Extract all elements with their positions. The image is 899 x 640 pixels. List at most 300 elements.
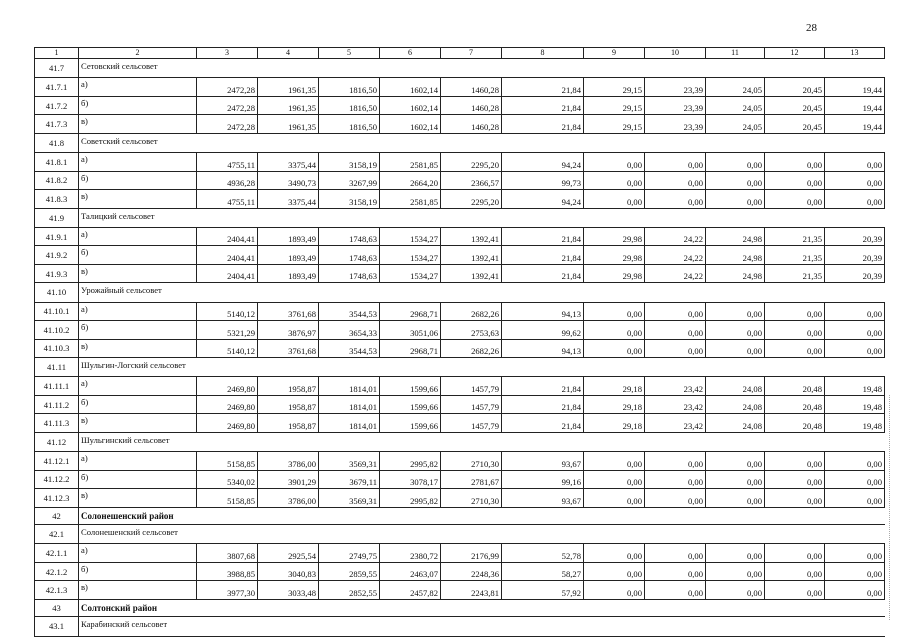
value-cell: 23,42 <box>645 414 706 432</box>
value-cell: 2295,20 <box>441 153 502 171</box>
table-row <box>35 470 885 488</box>
value-cell: 1814,01 <box>319 414 380 432</box>
value-cell: 5158,85 <box>197 489 258 507</box>
value-cell: 2463,07 <box>380 562 441 580</box>
value-cell: 0,00 <box>706 190 765 208</box>
value-cell: 0,00 <box>765 321 825 339</box>
value-cell: 20,39 <box>825 227 885 245</box>
settlement-name: Талицкий сельсовет <box>79 208 885 227</box>
column-header: 5 <box>319 48 380 59</box>
value-cell: 99,73 <box>502 171 584 189</box>
column-header: 11 <box>706 48 765 59</box>
row-code: 42 <box>35 507 79 524</box>
value-cell: 2968,71 <box>380 339 441 357</box>
value-cell: 3876,97 <box>258 321 319 339</box>
row-code: 42.1 <box>35 524 79 543</box>
value-cell: 1816,50 <box>319 115 380 133</box>
value-cell: 1958,87 <box>258 395 319 413</box>
value-cell: 0,00 <box>706 302 765 320</box>
row-code: 41.7.1 <box>35 78 79 96</box>
row-code: 41.8.2 <box>35 171 79 189</box>
value-cell: 19,48 <box>825 395 885 413</box>
value-cell: 94,24 <box>502 153 584 171</box>
scan-edge-line <box>889 395 890 620</box>
settlement-row <box>35 358 885 377</box>
value-cell: 5321,29 <box>197 321 258 339</box>
value-cell: 2404,41 <box>197 264 258 282</box>
table-row <box>35 339 885 357</box>
value-cell: 23,42 <box>645 395 706 413</box>
value-cell: 29,18 <box>584 395 645 413</box>
value-cell: 0,00 <box>645 321 706 339</box>
row-code: 41.8 <box>35 133 79 152</box>
variant-label: а) <box>79 302 197 320</box>
row-code: 42.1.3 <box>35 581 79 599</box>
value-cell: 21,84 <box>502 395 584 413</box>
value-cell: 1958,87 <box>258 377 319 395</box>
value-cell: 20,45 <box>765 115 825 133</box>
row-code: 41.12 <box>35 432 79 451</box>
value-cell: 3158,19 <box>319 190 380 208</box>
value-cell: 19,48 <box>825 377 885 395</box>
variant-label: а) <box>79 377 197 395</box>
value-cell: 0,00 <box>825 321 885 339</box>
district-row <box>35 599 885 616</box>
column-header: 10 <box>645 48 706 59</box>
value-cell: 3158,19 <box>319 153 380 171</box>
value-cell: 3807,68 <box>197 544 258 562</box>
variant-label: в) <box>79 489 197 507</box>
value-cell: 19,44 <box>825 78 885 96</box>
value-cell: 0,00 <box>706 544 765 562</box>
value-cell: 3654,33 <box>319 321 380 339</box>
row-code: 41.8.3 <box>35 190 79 208</box>
value-cell: 2581,85 <box>380 190 441 208</box>
value-cell: 21,84 <box>502 115 584 133</box>
value-cell: 24,08 <box>706 395 765 413</box>
value-cell: 4936,28 <box>197 171 258 189</box>
value-cell: 24,22 <box>645 264 706 282</box>
value-cell: 1893,49 <box>258 264 319 282</box>
table-row <box>35 302 885 320</box>
value-cell: 0,00 <box>645 171 706 189</box>
value-cell: 2469,80 <box>197 395 258 413</box>
column-header: 13 <box>825 48 885 59</box>
variant-label: б) <box>79 246 197 264</box>
district-row <box>35 507 885 524</box>
value-cell: 21,35 <box>765 246 825 264</box>
settlement-name: Советский сельсовет <box>79 133 885 152</box>
value-cell: 0,00 <box>645 489 706 507</box>
value-cell: 29,15 <box>584 115 645 133</box>
column-header: 12 <box>765 48 825 59</box>
value-cell: 0,00 <box>645 339 706 357</box>
row-code: 41.12.2 <box>35 470 79 488</box>
value-cell: 20,48 <box>765 377 825 395</box>
value-cell: 94,13 <box>502 302 584 320</box>
variant-label: в) <box>79 581 197 599</box>
settlement-row <box>35 283 885 302</box>
value-cell: 2859,55 <box>319 562 380 580</box>
row-code: 41.11 <box>35 358 79 377</box>
value-cell: 2404,41 <box>197 246 258 264</box>
value-cell: 24,05 <box>706 96 765 114</box>
table-row <box>35 227 885 245</box>
value-cell: 3901,29 <box>258 470 319 488</box>
settlement-name: Урожайный сельсовет <box>79 283 885 302</box>
value-cell: 5140,12 <box>197 339 258 357</box>
value-cell: 57,92 <box>502 581 584 599</box>
value-cell: 1748,63 <box>319 246 380 264</box>
value-cell: 21,84 <box>502 264 584 282</box>
value-cell: 2366,57 <box>441 171 502 189</box>
value-cell: 29,18 <box>584 377 645 395</box>
value-cell: 29,15 <box>584 78 645 96</box>
variant-label: в) <box>79 115 197 133</box>
value-cell: 0,00 <box>825 171 885 189</box>
variant-label: в) <box>79 264 197 282</box>
settlement-name: Шульгинский сельсовет <box>79 432 885 451</box>
value-cell: 1961,35 <box>258 78 319 96</box>
value-cell: 24,05 <box>706 115 765 133</box>
value-cell: 1958,87 <box>258 414 319 432</box>
value-cell: 2404,41 <box>197 227 258 245</box>
value-cell: 4755,11 <box>197 190 258 208</box>
value-cell: 3040,83 <box>258 562 319 580</box>
value-cell: 1816,50 <box>319 96 380 114</box>
value-cell: 20,45 <box>765 78 825 96</box>
row-code: 41.11.1 <box>35 377 79 395</box>
value-cell: 0,00 <box>706 339 765 357</box>
value-cell: 99,16 <box>502 470 584 488</box>
value-cell: 0,00 <box>645 302 706 320</box>
value-cell: 3977,30 <box>197 581 258 599</box>
value-cell: 21,84 <box>502 414 584 432</box>
row-code: 41.9 <box>35 208 79 227</box>
row-code: 41.10.1 <box>35 302 79 320</box>
value-cell: 0,00 <box>825 339 885 357</box>
value-cell: 0,00 <box>765 489 825 507</box>
settlement-row <box>35 617 885 636</box>
value-cell: 94,13 <box>502 339 584 357</box>
value-cell: 0,00 <box>645 544 706 562</box>
value-cell: 2457,82 <box>380 581 441 599</box>
value-cell: 21,84 <box>502 246 584 264</box>
value-cell: 2664,20 <box>380 171 441 189</box>
value-cell: 2682,26 <box>441 339 502 357</box>
value-cell: 21,84 <box>502 377 584 395</box>
value-cell: 1893,49 <box>258 246 319 264</box>
district-name: Солтонский район <box>79 599 885 616</box>
value-cell: 2968,71 <box>380 302 441 320</box>
value-cell: 2380,72 <box>380 544 441 562</box>
value-cell: 29,15 <box>584 96 645 114</box>
value-cell: 0,00 <box>645 470 706 488</box>
value-cell: 24,98 <box>706 227 765 245</box>
value-cell: 93,67 <box>502 489 584 507</box>
value-cell: 0,00 <box>645 562 706 580</box>
page-number: 28 <box>806 22 817 34</box>
table-row <box>35 414 885 432</box>
value-cell: 1457,79 <box>441 377 502 395</box>
variant-label: б) <box>79 395 197 413</box>
value-cell: 1392,41 <box>441 246 502 264</box>
value-cell: 0,00 <box>645 452 706 470</box>
value-cell: 3988,85 <box>197 562 258 580</box>
value-cell: 21,84 <box>502 78 584 96</box>
row-code: 41.10.3 <box>35 339 79 357</box>
table-body <box>35 48 885 637</box>
value-cell: 2243,81 <box>441 581 502 599</box>
value-cell: 0,00 <box>584 581 645 599</box>
value-cell: 2749,75 <box>319 544 380 562</box>
row-code: 42.1.2 <box>35 562 79 580</box>
value-cell: 19,48 <box>825 414 885 432</box>
value-cell: 52,78 <box>502 544 584 562</box>
value-cell: 0,00 <box>825 581 885 599</box>
value-cell: 0,00 <box>825 452 885 470</box>
value-cell: 0,00 <box>645 581 706 599</box>
value-cell: 0,00 <box>706 321 765 339</box>
value-cell: 2581,85 <box>380 153 441 171</box>
value-cell: 3490,73 <box>258 171 319 189</box>
row-code: 41.7.3 <box>35 115 79 133</box>
value-cell: 99,62 <box>502 321 584 339</box>
value-cell: 0,00 <box>765 562 825 580</box>
settlement-row <box>35 133 885 152</box>
value-cell: 23,42 <box>645 377 706 395</box>
column-number-row <box>35 48 885 59</box>
table-row <box>35 544 885 562</box>
value-cell: 0,00 <box>645 190 706 208</box>
value-cell: 0,00 <box>825 489 885 507</box>
value-cell: 20,39 <box>825 246 885 264</box>
row-code: 41.12.3 <box>35 489 79 507</box>
value-cell: 19,44 <box>825 115 885 133</box>
value-cell: 0,00 <box>584 339 645 357</box>
value-cell: 0,00 <box>825 190 885 208</box>
value-cell: 24,08 <box>706 377 765 395</box>
value-cell: 0,00 <box>765 452 825 470</box>
value-cell: 21,84 <box>502 96 584 114</box>
variant-label: в) <box>79 339 197 357</box>
table-row <box>35 562 885 580</box>
value-cell: 1460,28 <box>441 78 502 96</box>
value-cell: 20,39 <box>825 264 885 282</box>
value-cell: 1602,14 <box>380 78 441 96</box>
value-cell: 2710,30 <box>441 489 502 507</box>
value-cell: 29,98 <box>584 246 645 264</box>
value-cell: 2469,80 <box>197 377 258 395</box>
value-cell: 1961,35 <box>258 96 319 114</box>
value-cell: 4755,11 <box>197 153 258 171</box>
value-cell: 1814,01 <box>319 377 380 395</box>
settlement-row <box>35 59 885 78</box>
value-cell: 5140,12 <box>197 302 258 320</box>
settlement-name: Шульгин-Логский сельсовет <box>79 358 885 377</box>
value-cell: 2176,99 <box>441 544 502 562</box>
table-row <box>35 246 885 264</box>
value-cell: 0,00 <box>765 302 825 320</box>
tariff-table <box>34 47 885 637</box>
value-cell: 0,00 <box>825 562 885 580</box>
table-row <box>35 153 885 171</box>
row-code: 41.10 <box>35 283 79 302</box>
value-cell: 1392,41 <box>441 227 502 245</box>
value-cell: 23,39 <box>645 78 706 96</box>
row-code: 43 <box>35 599 79 616</box>
row-code: 41.8.1 <box>35 153 79 171</box>
row-code: 41.11.2 <box>35 395 79 413</box>
value-cell: 2472,28 <box>197 96 258 114</box>
value-cell: 0,00 <box>584 544 645 562</box>
variant-label: а) <box>79 78 197 96</box>
settlement-name: Сетовский сельсовет <box>79 59 885 78</box>
table-row <box>35 581 885 599</box>
row-code: 41.11.3 <box>35 414 79 432</box>
table-row <box>35 171 885 189</box>
value-cell: 29,98 <box>584 227 645 245</box>
column-header: 7 <box>441 48 502 59</box>
value-cell: 21,35 <box>765 227 825 245</box>
value-cell: 0,00 <box>584 562 645 580</box>
value-cell: 24,05 <box>706 78 765 96</box>
value-cell: 93,67 <box>502 452 584 470</box>
value-cell: 1457,79 <box>441 395 502 413</box>
column-header: 1 <box>35 48 79 59</box>
table-row <box>35 452 885 470</box>
variant-label: б) <box>79 562 197 580</box>
value-cell: 1599,66 <box>380 414 441 432</box>
value-cell: 0,00 <box>825 302 885 320</box>
value-cell: 0,00 <box>706 153 765 171</box>
value-cell: 1534,27 <box>380 227 441 245</box>
value-cell: 29,18 <box>584 414 645 432</box>
table-row <box>35 96 885 114</box>
variant-label: а) <box>79 452 197 470</box>
value-cell: 0,00 <box>706 171 765 189</box>
settlement-name: Карабинский сельсовет <box>79 617 885 636</box>
value-cell: 1534,27 <box>380 246 441 264</box>
row-code: 41.9.2 <box>35 246 79 264</box>
value-cell: 24,08 <box>706 414 765 432</box>
column-header: 3 <box>197 48 258 59</box>
table-row <box>35 377 885 395</box>
column-header: 4 <box>258 48 319 59</box>
value-cell: 2472,28 <box>197 115 258 133</box>
row-code: 41.9.1 <box>35 227 79 245</box>
value-cell: 0,00 <box>706 562 765 580</box>
value-cell: 0,00 <box>765 544 825 562</box>
value-cell: 23,39 <box>645 96 706 114</box>
value-cell: 5158,85 <box>197 452 258 470</box>
value-cell: 3544,53 <box>319 302 380 320</box>
value-cell: 0,00 <box>706 452 765 470</box>
value-cell: 1599,66 <box>380 377 441 395</box>
value-cell: 0,00 <box>706 470 765 488</box>
column-header: 2 <box>79 48 197 59</box>
value-cell: 1392,41 <box>441 264 502 282</box>
value-cell: 21,84 <box>502 227 584 245</box>
value-cell: 1602,14 <box>380 96 441 114</box>
value-cell: 0,00 <box>584 452 645 470</box>
value-cell: 1816,50 <box>319 78 380 96</box>
value-cell: 23,39 <box>645 115 706 133</box>
row-code: 42.1.1 <box>35 544 79 562</box>
value-cell: 1599,66 <box>380 395 441 413</box>
value-cell: 1814,01 <box>319 395 380 413</box>
value-cell: 2852,55 <box>319 581 380 599</box>
value-cell: 21,35 <box>765 264 825 282</box>
value-cell: 2248,36 <box>441 562 502 580</box>
value-cell: 1460,28 <box>441 96 502 114</box>
row-code: 41.9.3 <box>35 264 79 282</box>
value-cell: 24,98 <box>706 246 765 264</box>
table-row <box>35 115 885 133</box>
row-code: 41.10.2 <box>35 321 79 339</box>
value-cell: 3033,48 <box>258 581 319 599</box>
value-cell: 1602,14 <box>380 115 441 133</box>
value-cell: 0,00 <box>825 470 885 488</box>
value-cell: 20,45 <box>765 96 825 114</box>
row-code: 41.7.2 <box>35 96 79 114</box>
value-cell: 3051,06 <box>380 321 441 339</box>
value-cell: 1534,27 <box>380 264 441 282</box>
value-cell: 2682,26 <box>441 302 502 320</box>
column-header: 8 <box>502 48 584 59</box>
value-cell: 0,00 <box>584 190 645 208</box>
table-row <box>35 78 885 96</box>
value-cell: 2781,67 <box>441 470 502 488</box>
value-cell: 1748,63 <box>319 264 380 282</box>
table-row <box>35 395 885 413</box>
value-cell: 24,98 <box>706 264 765 282</box>
value-cell: 0,00 <box>645 153 706 171</box>
value-cell: 3786,00 <box>258 452 319 470</box>
value-cell: 58,27 <box>502 562 584 580</box>
value-cell: 20,48 <box>765 395 825 413</box>
value-cell: 3786,00 <box>258 489 319 507</box>
row-code: 41.12.1 <box>35 452 79 470</box>
value-cell: 2995,82 <box>380 489 441 507</box>
value-cell: 3078,17 <box>380 470 441 488</box>
variant-label: б) <box>79 321 197 339</box>
variant-label: в) <box>79 414 197 432</box>
row-code: 41.7 <box>35 59 79 78</box>
value-cell: 0,00 <box>584 489 645 507</box>
value-cell: 19,44 <box>825 96 885 114</box>
value-cell: 1893,49 <box>258 227 319 245</box>
variant-label: а) <box>79 227 197 245</box>
table-row <box>35 321 885 339</box>
value-cell: 3267,99 <box>319 171 380 189</box>
value-cell: 0,00 <box>706 581 765 599</box>
value-cell: 24,22 <box>645 227 706 245</box>
value-cell: 0,00 <box>584 302 645 320</box>
value-cell: 24,22 <box>645 246 706 264</box>
value-cell: 2469,80 <box>197 414 258 432</box>
settlement-row <box>35 524 885 543</box>
variant-label: в) <box>79 190 197 208</box>
table-row <box>35 190 885 208</box>
value-cell: 3375,44 <box>258 190 319 208</box>
value-cell: 0,00 <box>765 470 825 488</box>
value-cell: 0,00 <box>765 190 825 208</box>
table-row <box>35 489 885 507</box>
value-cell: 3679,11 <box>319 470 380 488</box>
column-header: 6 <box>380 48 441 59</box>
value-cell: 0,00 <box>825 153 885 171</box>
